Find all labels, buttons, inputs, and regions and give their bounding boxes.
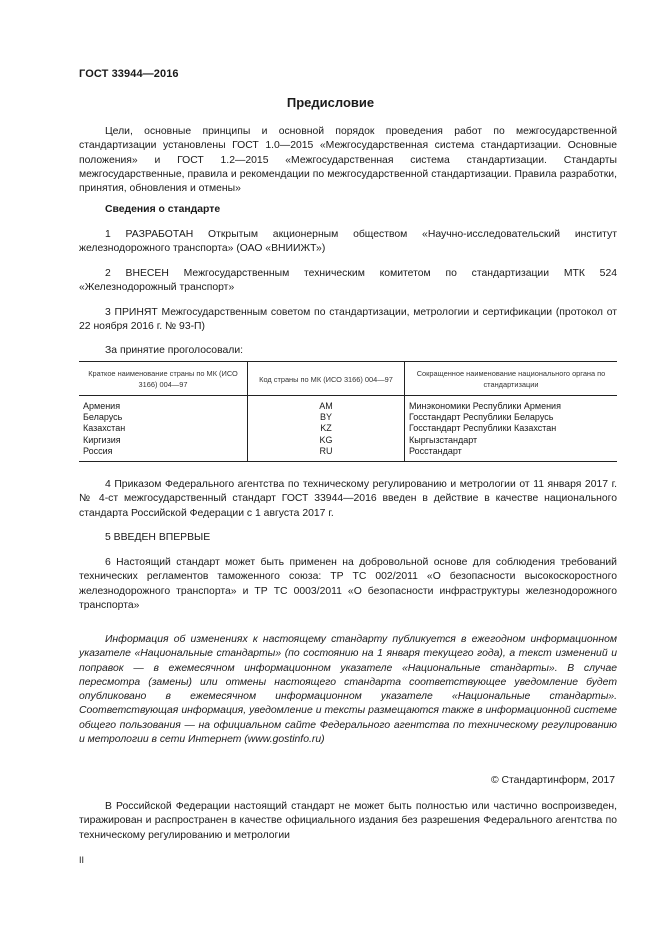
item-5: 5 ВВЕДЕН ВПЕРВЫЕ xyxy=(105,532,211,543)
country-name: Беларусь xyxy=(83,412,123,423)
country-code: AM xyxy=(248,396,405,413)
item-2: 2 ВНЕСЕН Межгосударственным техническим комитетом по стандартизации МТК 524 «Железнодорожный транспорт» xyxy=(79,268,617,294)
country-name: Казахстан xyxy=(83,423,126,434)
change-notice: Информация об изменениях к настоящему стандарту публикуется в ежегодном информационном указателе «Национальные стандарты» (по состоянию на 1 января текущего года), а текст изменений и поправок — в ежемесячном информационном указателе «Национальные стандарты». В случае пересмотра (замены) или отмены настоящего стандарта соответствующее уведомление будет опубликовано в ежемесячном информационном указателе «Национальные стандарты». Соответствующая информация, уведомление и тексты размещаются также в информационной системе общего пользования — на официальном сайте Федерального агентства по техническому регулированию и метрологии в сети Интернет (www.gostinfo.ru) xyxy=(79,634,617,746)
country-code: RU xyxy=(248,446,405,462)
intro-paragraph: Цели, основные принципы и основной порядок проведения работ по межгосударственной стандартизации установлены ГОСТ 1.0—2015 «Межгосударственная система стандартизации. Основные положения» и ГОСТ 1.2—2015 «Межгосударственная система стандартизации. Стандарты межгосударственные, правила и рекомендации по межгосударственной стандартизации. Правила разработки, принятия, обновления и отмены» xyxy=(79,126,617,195)
national-body: Росстандарт xyxy=(405,446,618,462)
country-name: Киргизия xyxy=(83,434,121,445)
table-row xyxy=(79,435,617,446)
country-code: KG xyxy=(248,435,405,446)
table-header-row xyxy=(79,362,617,396)
info-heading: Сведения о стандарте xyxy=(105,204,221,215)
page-title: Предисловие xyxy=(286,95,375,110)
voted-label: За принятие проголосовали: xyxy=(105,345,244,356)
national-body: Кыргызстандарт xyxy=(405,435,618,446)
header-country-name: Краткое наименование страны по МК (ИСО 3166) 004—97 xyxy=(79,362,248,396)
voting-table xyxy=(79,361,617,462)
legal-notice: В Российской Федерации настоящий стандарт не может быть полностью или частично воспроизведен, тиражирован и распространен в качестве официального издания без разрешения Федерального агентства по техническому регулированию и метрологии xyxy=(79,801,617,841)
country-name: Армения xyxy=(83,401,121,411)
item-3: 3 ПРИНЯТ Межгосударственным советом по стандартизации, метрологии и сертификации (протокол от 22 ноября 2016 г. № 93-П) xyxy=(79,307,617,333)
item-6: 6 Настоящий стандарт может быть применен на добровольной основе для соблюдения требований технических регламентов таможенного союза: ТР ТС 002/2011 «О безопасности высокоскоростного железнодорожного транспорта» и ТР ТС 0003/2011 «О безопасности инфраструктуры железнодорожного транспорта» xyxy=(79,557,617,611)
national-body: Госстандарт Республики Казахстан xyxy=(405,423,618,434)
country-name: Россия xyxy=(79,446,248,462)
header-national-body: Сокращенное наименование национального органа по стандартизации xyxy=(405,362,618,396)
standard-header: ГОСТ 33944—2016 xyxy=(79,68,179,80)
item-1: 1 РАЗРАБОТАН Открытым акционерным обществом «Научно-исследовательский институт железнодорожного транспорта» (ОАО «ВНИИЖТ») xyxy=(79,229,617,255)
national-body: Минэкономики Республики Армения xyxy=(405,396,618,413)
table-row xyxy=(79,446,617,462)
page-number: II xyxy=(79,855,85,865)
table-row xyxy=(79,396,617,413)
table-row xyxy=(79,412,617,423)
copyright-line: © Стандартинформ, 2017 xyxy=(490,775,615,786)
country-code: BY xyxy=(248,412,405,423)
country-code: KZ xyxy=(248,423,405,434)
national-body: Госстандарт Республики Беларусь xyxy=(405,412,618,423)
header-country-code: Код страны по МК (ИСО 3166) 004—97 xyxy=(248,362,405,396)
table-row xyxy=(79,423,617,434)
item-4: 4 Приказом Федерального агентства по техническому регулированию и метрологии от 11 января 2017 г. № 4-ст межгосударственный стандарт ГОСТ 33944—2016 введен в действие в качестве национального стандарта Российской Федерации с 1 августа 2017 г. xyxy=(79,479,617,519)
